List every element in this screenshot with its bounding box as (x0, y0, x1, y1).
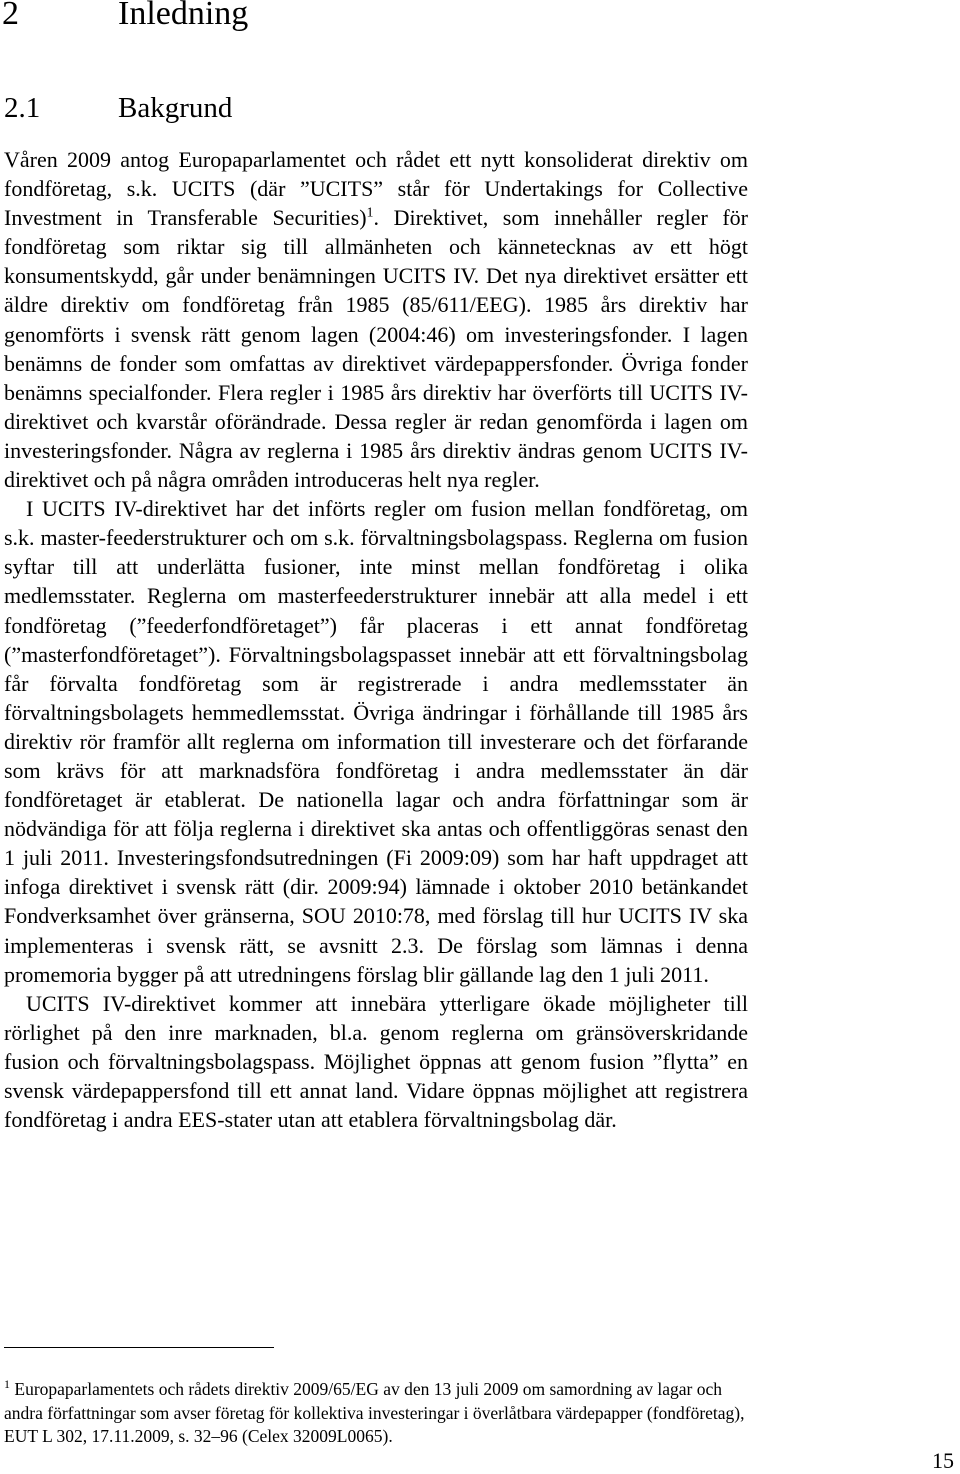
footnote-separator (4, 1347, 274, 1348)
body-text (4, 145, 748, 1134)
paragraph-3: UCITS IV-direktivet kommer att innebära ytterligare ökade möjligheter till rörlighet på den inre marknaden, bl.a. genom reglerna om gränsöverskridande fusion och förvaltningsbolagspass. Möjlighet öppnas att genom fusion ”flytta” en svensk värdepappersfond till ett annat land. Vidare öppnas möjlighet att registrera fondföretag i andra EES-stater utan att etablera förvaltningsbolag där. (4, 990, 748, 1133)
paragraph-1-text-after-ref: . Direktivet, som innehåller regler för fondföretag som riktar sig till allmänheten och kännetecknas av ett högt konsumentskydd, går under benämningen UCITS IV. Det nya direktivet ersätter ett äldre direktiv om fondföretag från 1985 (85/611/EEG). 1985 års direktiv har genomförts i svensk rätt genom lagen (2004:46) om investeringsfonder. I lagen benämns de fonder som omfattas av direktivet värdepappersfonder. Övriga fonder benämns specialfonder. Flera regler i 1985 års direktiv har överförts till UCITS IV-direktivet och kvarstår oförändrade. Dessa regler är redan genomförda i lagen om investeringsfonder. Några av reglerna i 1985 års direktiv ändras genom UCITS IV-direktivet och på några områden introduceras helt nya regler. (4, 205, 748, 493)
chapter-number: 2 (2, 0, 19, 32)
footnote-reference[interactable]: 1 (366, 205, 374, 221)
paragraph-1 (4, 145, 748, 494)
footnote-1 (4, 1378, 748, 1449)
chapter-heading (2, 0, 248, 36)
section-number: 2.1 (4, 92, 41, 124)
footnotes (4, 1378, 748, 1449)
footnote-number: 1 (4, 1377, 10, 1392)
section-heading (4, 88, 232, 128)
section-title: Bakgrund (118, 92, 233, 124)
footnote-text: Europaparlamentets och rådets direktiv 2009/65/EG av den 13 juli 2009 om samordning av lagar och andra författningar som avser företag för kollektiva investeringar i överlåtbara värdepapper (fondföretag), EUT L 302, 17.11.2009, s. 32–96 (Celex 32009L0065). (4, 1379, 745, 1446)
paragraph-2: I UCITS IV-direktivet har det införts regler om fusion mellan fondföretag, om s.k. master-feederstrukturer och om s.k. förvaltningsbolagspass. Reglerna om fusion syftar till att underlätta fusioner, inte minst mellan fondföretag i olika medlemsstater. Reglerna om masterfeederstrukturer innebär att alla medel i ett fondföretag (”feederfondföretaget”) får placeras i ett annat fondföretag (”masterfondföretaget”). Förvaltningsbolagspasset innebär att ett förvaltningsbolag får förvalta fondföretag som är registrerade i andra medlemsstater än förvaltningsbolagets hemmedlemsstat. Övriga ändringar i förhållande till 1985 års direktiv rör framför allt reglerna om information till investerare och det förfarande som krävs för att marknadsföra fondföretag i andra medlemsstater än där fondföretaget är etablerat. De nationella lagar och andra författningar som är nödvändiga för att följa reglerna i direktivet ska antas och offentliggöras senast den 1 juli 2011. Investeringsfondsutredningen (Fi 2009:09) som har haft uppdraget att infoga direktivet i svensk rätt (dir. 2009:94) lämnade i oktober 2010 betänkandet Fondverksamhet över gränserna, SOU 2010:78, med förslag till hur UCITS IV ska implementeras i svensk rätt, se avsnitt 2.3. De förslag som lämnas i denna promemoria bygger på att utredningens förslag blir gällande lag den 1 juli 2011. (4, 496, 748, 987)
page-number: 15 (932, 1448, 954, 1473)
paragraph-1-text-before-ref: Våren 2009 antog Europaparlamentet och rådet ett nytt konsoliderat direktiv om fondföretag, s.k. UCITS (där ”UCITS” står för Undertakings for Collective Investment in Transferable Securities) (4, 147, 748, 231)
chapter-title: Inledning (118, 0, 249, 32)
